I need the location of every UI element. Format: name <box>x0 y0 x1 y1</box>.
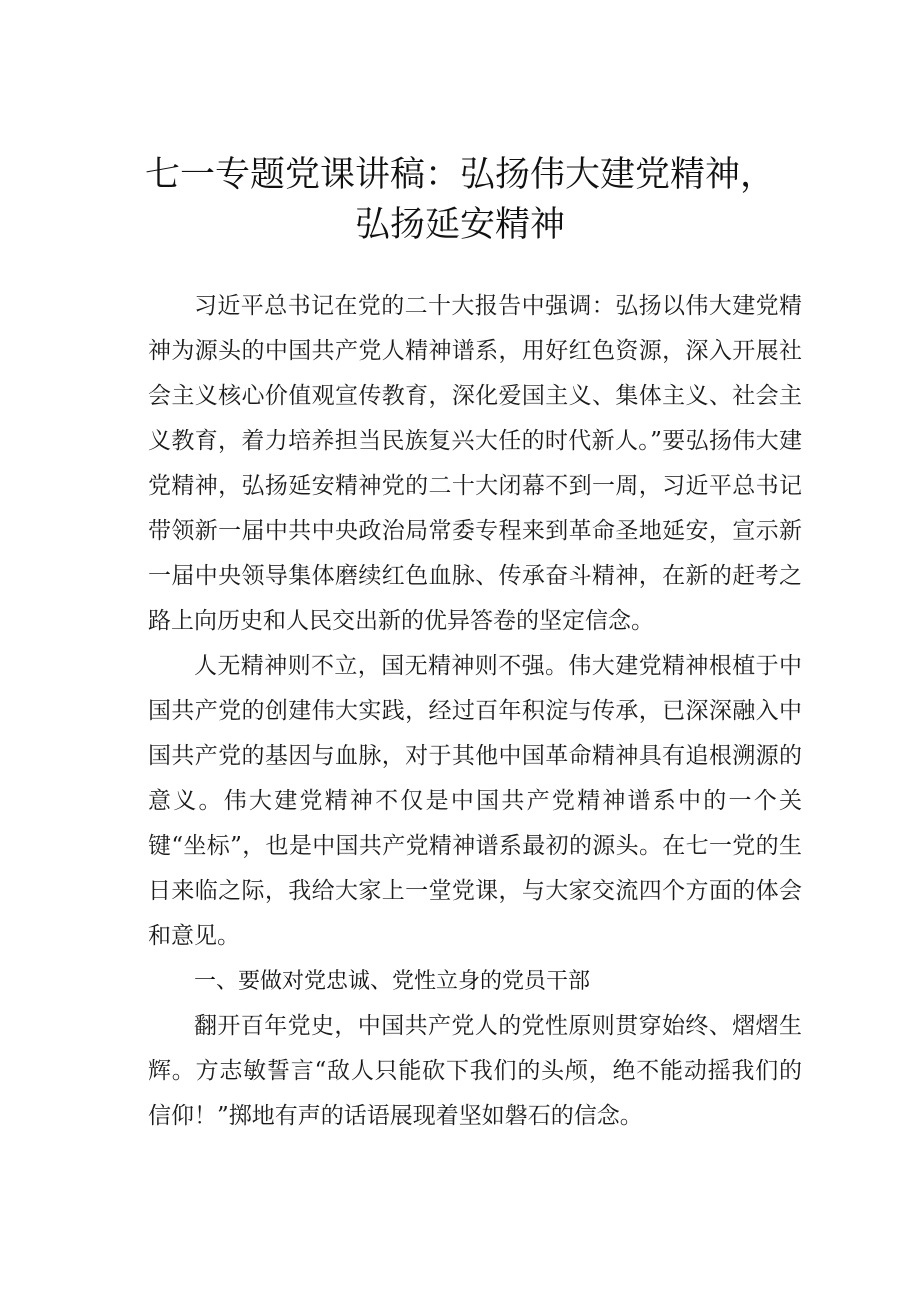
section-heading: 一、要做对党忠诚、党性立身的党员干部 <box>194 969 591 994</box>
document-body <box>148 284 802 1139</box>
paragraph-2: 人无精神则不立，国无精神则不强。伟大建党精神根植于中国共产党的创建伟大实践，经过百年积淀与传承，已深深融入中国共产党的基因与血脉，对于其他中国革命精神具有追根溯源的意义。伟大建党精神不仅是中国共产党精神谱系中的一个关键“坐标”，也是中国共产党精神谱系最初的源头。在七一党的生日来临之际，我给大家上一堂党课，与大家交流四个方面的体会和意见。 <box>148 653 802 949</box>
title-line-2: 弘扬延安精神 <box>354 205 565 245</box>
document-title <box>120 150 800 250</box>
section-paragraph: 翻开百年党史，中国共产党人的党性原则贯穿始终、熠熠生辉。方志敏誓言“敌人只能砍下我们的头颅，绝不能动摇我们的信仰！”掷地有声的话语展现着坚如磐石的信念。 <box>148 1013 802 1129</box>
paragraph-1: 习近平总书记在党的二十大报告中强调：弘扬以伟大建党精神为源头的中国共产党人精神谱系，用好红色资源，深入开展社会主义核心价值观宣传教育，深化爱国主义、集体主义、社会主义教育，着力培养担当民族复兴大任的时代新人。”要弘扬伟大建党精神，弘扬延安精神党的二十大闭幕不到一周，习近平总书记带领新一届中共中央政治局常委专程来到革命圣地延安，宣示新一届中央领导集体磨续红色血脉、传承奋斗精神，在新的赶考之路上向历史和人民交出新的优异答卷的坚定信念。 <box>148 293 802 634</box>
title-line-1: 七一专题党课讲稿：弘扬伟大建党精神， <box>144 155 775 195</box>
